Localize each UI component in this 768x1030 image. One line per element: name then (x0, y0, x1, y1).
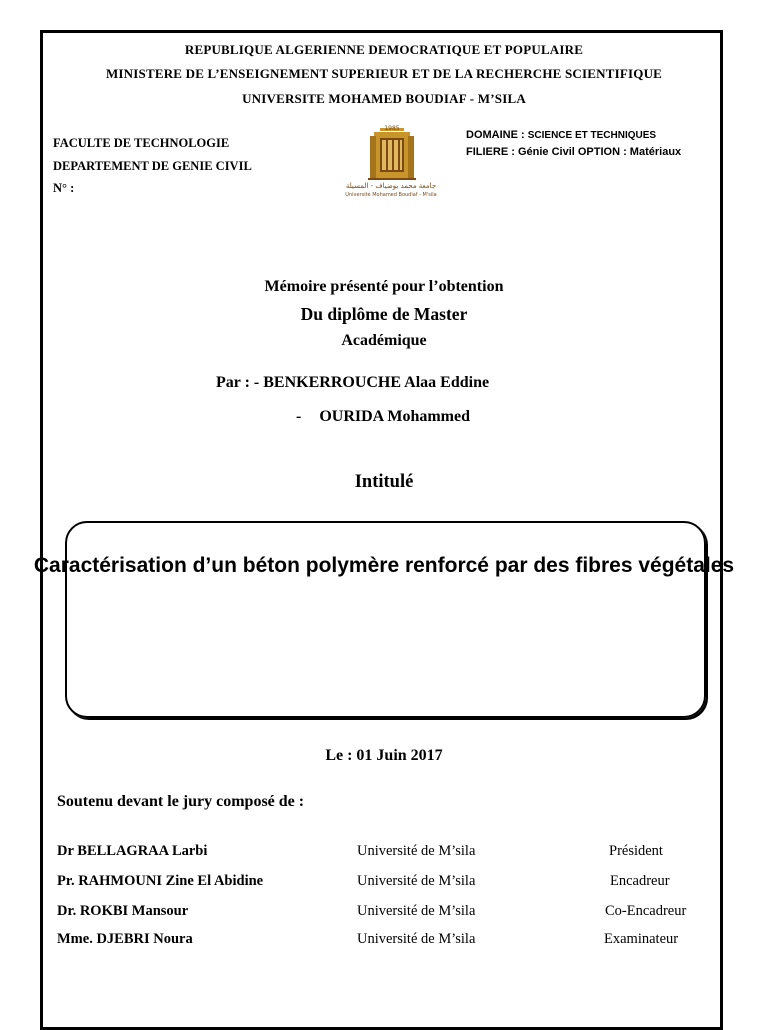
jury-row (0, 903, 768, 923)
header-university: UNIVERSITE MOHAMED BOUDIAF - M’SILA (242, 91, 526, 106)
jury-role: Encadreur (610, 873, 670, 889)
domain-label: DOMAINE : (466, 129, 525, 141)
jury-row (0, 873, 768, 893)
filiere-line (466, 144, 681, 160)
university-logo-icon (334, 122, 448, 198)
filiere-label: FILIERE : (466, 146, 515, 158)
header-republic: REPUBLIQUE ALGERIENNE DEMOCRATIQUE ET POPULAIRE (184, 42, 584, 57)
domain-line (466, 127, 681, 144)
authors-dash: - (296, 408, 302, 425)
header-ministry: MINISTERE DE L’ENSEIGNEMENT SUPERIEUR ET DE LA RECHERCHE SCIENTIFIQUE (105, 66, 663, 81)
jury-university: Université de M’sila (357, 843, 476, 859)
jury-role: Co-Encadreur (605, 903, 687, 919)
defense-date: Le : 01 Juin 2017 (325, 747, 443, 764)
jury-university: Université de M’sila (357, 873, 476, 889)
authors-prefix: Par : - (216, 374, 260, 391)
authors-line2 (296, 408, 470, 426)
jury-university: Université de M’sila (357, 903, 476, 919)
number-field: N° : (53, 181, 75, 195)
university-logo (334, 122, 448, 198)
jury-role: Président (609, 843, 663, 859)
author-1: BENKERROUCHE Alaa Eddine (263, 374, 490, 391)
jury-university: Université de M’sila (357, 931, 476, 947)
jury-role: Examinateur (604, 931, 679, 947)
faculty-name: FACULTE DE TECHNOLOGIE (53, 136, 230, 150)
memoire-line3: Académique (341, 332, 427, 349)
jury-name: Pr. RAHMOUNI Zine El Abidine (57, 873, 264, 889)
logo-year: 1985 (384, 125, 400, 132)
title-box (65, 521, 706, 718)
intitule-label: Intitulé (354, 472, 414, 492)
authors-line1 (216, 374, 489, 392)
logo-arabic: جامعة محمد بوضياف - المسيلة (345, 182, 437, 190)
department-name: DEPARTEMENT DE GENIE CIVIL (53, 158, 252, 173)
logo-latin: Université Mohamed Boudiaf - M'sila (345, 192, 437, 198)
jury-row (0, 931, 768, 951)
faculty-block (53, 132, 252, 200)
jury-row (0, 843, 768, 863)
domain-block (466, 127, 681, 160)
filiere-value: Génie Civil OPTION : Matériaux (517, 146, 682, 158)
jury-name: Mme. DJEBRI Noura (57, 931, 193, 947)
memoire-line2: Du diplôme de Master (300, 304, 468, 324)
thesis-title: Caractérisation d’un béton polymère renforcé par des fibres végétales (33, 554, 735, 577)
jury-name: Dr. ROKBI Mansour (57, 903, 189, 919)
memoire-line1: Mémoire présenté pour l’obtention (264, 278, 504, 295)
thesis-title-row (0, 554, 768, 578)
domain-value: SCIENCE ET TECHNIQUES (527, 130, 657, 141)
author-2: OURIDA Mohammed (319, 408, 470, 425)
jury-heading: Soutenu devant le jury composé de : (57, 793, 305, 810)
jury-name: Dr BELLAGRAA Larbi (57, 843, 208, 859)
